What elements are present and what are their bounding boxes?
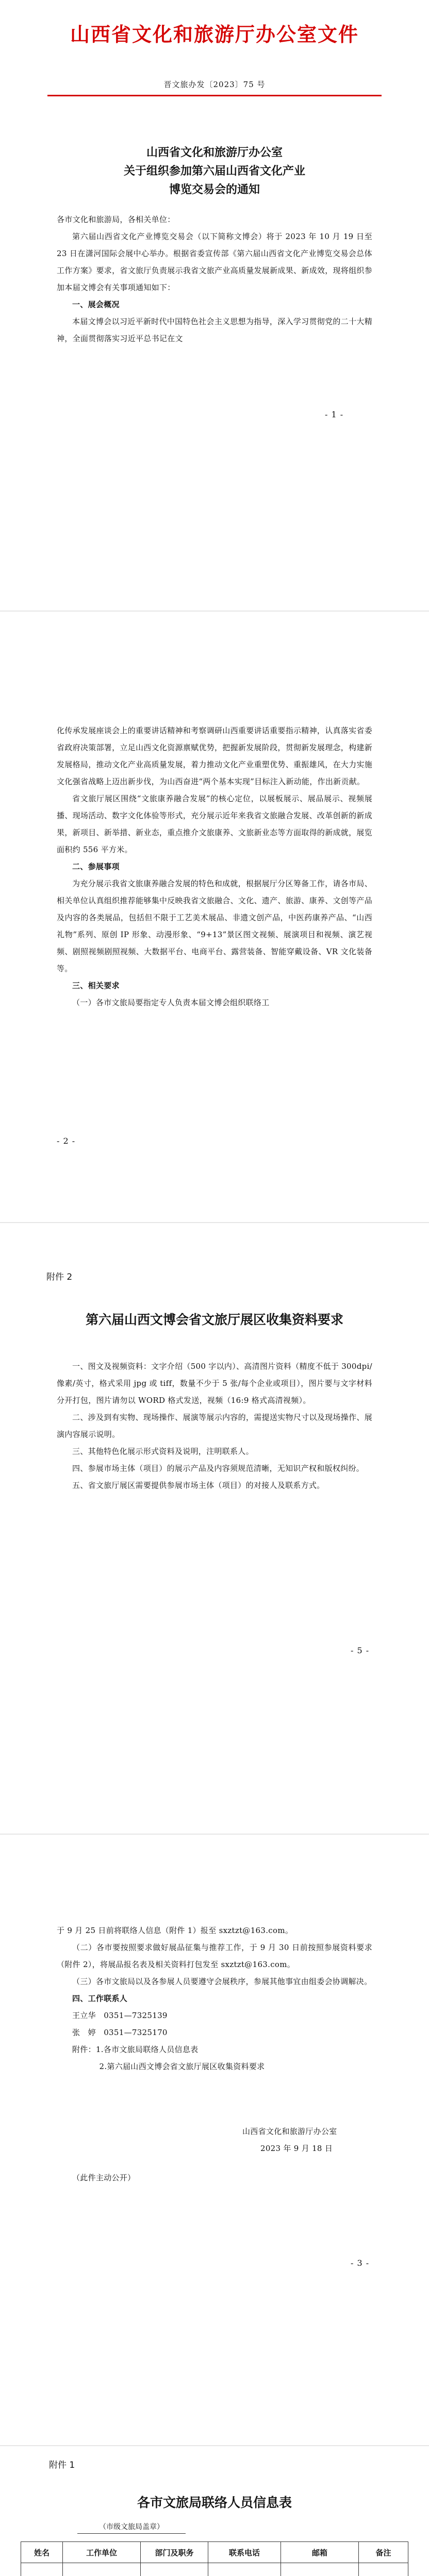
signature-org: 山西省文化和旅游厅办公室 bbox=[242, 2127, 337, 2136]
notice-title-line: 山西省文化和旅游厅办公室 bbox=[146, 146, 283, 159]
column-header: 工作单位 bbox=[63, 2542, 141, 2563]
paragraph: （二）各市要按照要求做好展品征集与推荐工作，于 9 月 30 日前按照参展资料要求（附件 2），将展品报名表及相关资料打包发至 sxztzt@163.com。 bbox=[57, 1943, 372, 1969]
requirement-item: 四、参展市场主体（项目）的展示产品及内容须规范清晰，无知识产权和版权纠纷。 bbox=[72, 1464, 365, 1473]
page-1 bbox=[0, 0, 429, 611]
red-divider bbox=[47, 95, 382, 96]
attachment-title: 各市文旅局联络人员信息表 bbox=[137, 2495, 292, 2510]
unit-label bbox=[77, 2521, 186, 2534]
signature-date: 2023 年 9 月 18 日 bbox=[260, 2144, 333, 2153]
requirement-item: 二、涉及到有实物、现场操作、展演等展示内容的，需提送实物尺寸以及现场操作、展演内容展示说明。 bbox=[57, 1413, 372, 1439]
section-heading: 四、工作联系人 bbox=[72, 1994, 128, 2003]
document-number: 晋文旅办发〔2023〕75 号 bbox=[163, 80, 266, 89]
notice-title bbox=[0, 143, 429, 199]
table-cell bbox=[141, 2563, 208, 2576]
attachment-title: 第六届山西文博会省文旅厅展区收集资料要求 bbox=[85, 1312, 343, 1327]
attachment-list-item: 2.第六届山西文博会省文旅厅展区收集资料要求 bbox=[99, 2062, 265, 2071]
table-cell bbox=[63, 2563, 141, 2576]
paragraph: （三）各市文旅局以及各参展人员要遵守会展秩序，参展其他事宜由组委会协调解决。 bbox=[72, 1977, 372, 1986]
page-3 bbox=[0, 1223, 429, 1834]
paragraph: 为充分展示我省文旅康养融合发展的特色和成就，根据展厅分区筹备工作，请各市局、相关单位认真组织推荐能够集中反映我省文旅融合、文化、遗产、旅游、康养、文创等产品及内容的各类展品，包括但不限于工艺美术展品、非遗文创产品，中医药康养产品、“山西礼物”系列、原创 IP 形象、动漫形象、“9+13”景区图文视频、展演项目和视频、演艺视频、剧照视频剧照视频、大数据平台、电商平台、露营装备、智能穿戴设备、VR 文化装备等。 bbox=[57, 879, 373, 973]
requirement-item: 五、省文旅厅展区需要提供参展市场主体（项目）的对接人及联系方式。 bbox=[72, 1481, 325, 1490]
attachment-label: 附件 2 bbox=[46, 1272, 73, 1282]
page-4 bbox=[0, 1835, 429, 2445]
section-heading: 二、参展事项 bbox=[72, 862, 120, 871]
table-cell bbox=[21, 2563, 63, 2576]
page4-body bbox=[57, 1922, 372, 2075]
paragraph: 于 9 月 25 日前将联络人信息（附件 1）报至 sxztzt@163.com。 bbox=[57, 1926, 293, 1935]
attachment-list-item: 附件：1.各市文旅局联络人员信息表 bbox=[72, 2045, 199, 2054]
requirement-item: 一、图文及视频资料：文字介绍（500 字以内）、高清图片资料（精度不低于 300dpi/像素/英寸，格式采用 jpg 或 tiff，数量不少于 5 张/每个企业或项目），图片要与文字材料分开打包，图片请勿以 WORD 格式发送，视频（16:9 格式高清视频）。 bbox=[57, 1362, 372, 1405]
salutation: 各市文化和旅游局，各相关单位： bbox=[57, 215, 175, 224]
page-2 bbox=[0, 612, 429, 1222]
column-header: 姓名 bbox=[21, 2542, 63, 2563]
contact-line: 王立华 0351—7325139 bbox=[72, 2011, 168, 2020]
notice-title-line: 博览交易会的通知 bbox=[169, 183, 260, 196]
section-heading: 一、展会概况 bbox=[72, 300, 120, 309]
page3-body bbox=[57, 1358, 372, 1494]
attachment-label: 附件 1 bbox=[49, 2460, 75, 2470]
contact-info-table bbox=[21, 2541, 408, 2576]
paragraph: 省文旅厅展区围绕“文旅康养融合发展”的核心定位，以展板展示、展品展示、视频展播、现场活动、数字文化体验等形式，充分展示近年来我省文旅融合发展、改革创新的新成果，新项目、新举措、新业态，重点推介文旅康养、文旅新业态等方面取得的新成就，展览面积约 556 平方米。 bbox=[57, 794, 373, 854]
page1-body bbox=[57, 211, 372, 347]
column-header: 备注 bbox=[359, 2542, 408, 2563]
public-note: （此件主动公开） bbox=[72, 2173, 136, 2182]
column-header: 联系电话 bbox=[208, 2542, 281, 2563]
table-cell bbox=[208, 2563, 281, 2576]
header-title: 山西省文化和旅游厅办公室文件 bbox=[70, 23, 359, 46]
column-header: 邮箱 bbox=[281, 2542, 359, 2563]
section-heading: 三、相关要求 bbox=[72, 981, 120, 990]
notice-title-line: 关于组织参加第六届山西省文化产业 bbox=[123, 164, 305, 178]
table-cell bbox=[281, 2563, 359, 2576]
page-number: - 5 - bbox=[351, 1646, 370, 1655]
table-body bbox=[21, 2563, 408, 2576]
paragraph: （一）各市文旅局要指定专人负责本届文博会组织联络工 bbox=[72, 998, 270, 1007]
page2-body bbox=[57, 722, 372, 1011]
page-number: - 2 - bbox=[57, 1136, 76, 1146]
column-header: 部门及职务 bbox=[141, 2542, 208, 2563]
paragraph: 化传承发展座谈会上的重要讲话精神和考察调研山西重要讲话重要指示精神，认真落实省委省政府决策部署，立足山西文化资源禀赋优势，把握新发展阶段，贯彻新发展理念，构建新发展格局，推动文化产业高质量发展，着力推动文化产业重塑优势、重振雄风，在大力实施文化强省战略上迈出新步伐，为山西奋进“两个基本实现”目标注入新动能，作出新贡献。 bbox=[57, 726, 373, 786]
unit-label-text: （市级文旅局盖章） bbox=[99, 2523, 164, 2531]
page-number: - 3 - bbox=[351, 2258, 370, 2268]
contact-line: 张 婷 0351—7325170 bbox=[72, 2028, 168, 2037]
paragraph: 第六届山西省文化产业博览交易会（以下简称文博会）将于 2023 年 10 月 19 日至 23 日在潇河国际会展中心举办。根据省委宣传部《第六届山西省文化产业博览交易会总体工作方案》要求，省文旅厅负责展示我省文旅产业高质量发展新成果、新成效，现将组织参加本届文博会有关事项通知如下： bbox=[57, 232, 373, 292]
requirement-item: 三、其他特色化展示形式资料及说明，注明联系人。 bbox=[72, 1447, 254, 1456]
page-5 bbox=[0, 2446, 429, 2576]
paragraph: 本届文博会以习近平新时代中国特色社会主义思想为指导，深入学习贯彻党的二十大精神，全面贯彻落实习近平总书记在文 bbox=[57, 317, 372, 343]
page-number: - 1 - bbox=[325, 410, 344, 419]
table-row bbox=[21, 2563, 408, 2576]
table-header-row bbox=[21, 2542, 408, 2563]
table-cell bbox=[359, 2563, 408, 2576]
